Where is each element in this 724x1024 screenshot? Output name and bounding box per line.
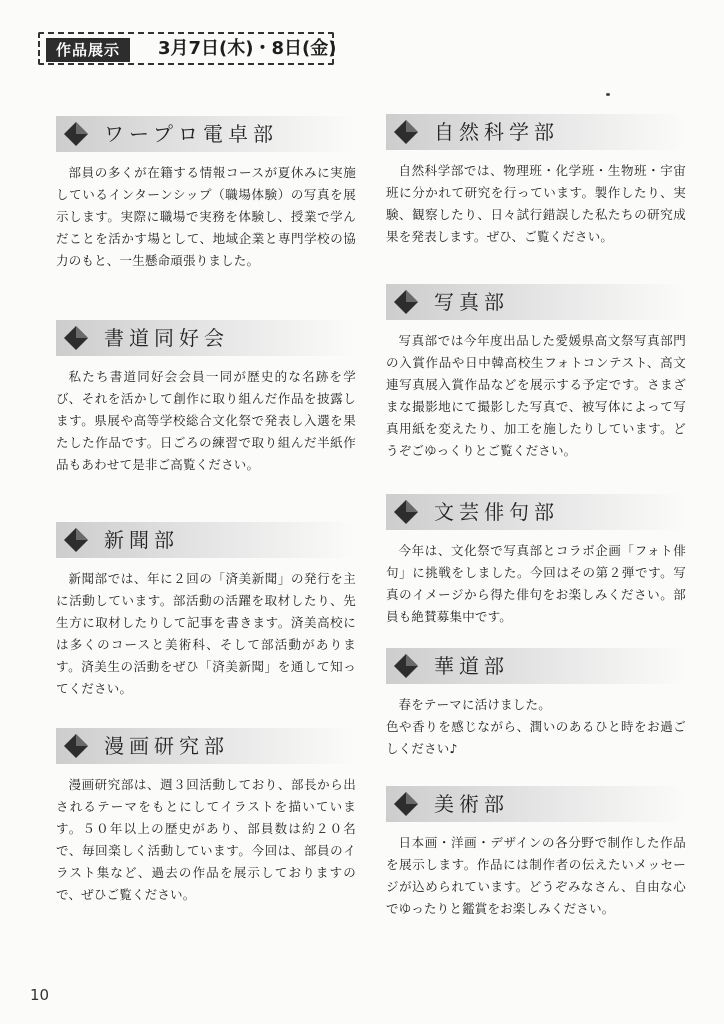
section-manga <box>56 728 356 906</box>
section-title-bar <box>56 116 356 152</box>
section-title-bar <box>386 284 686 320</box>
section-kado <box>386 648 686 760</box>
section-title: 書道同好会 <box>104 326 229 350</box>
diamond-icon <box>394 290 418 314</box>
section-title: 美術部 <box>434 792 509 816</box>
diamond-icon <box>64 734 88 758</box>
section-body: 漫画研究部は、週３回活動しており、部長から出されるテーマをもとにしてイラストを描いています。５０年以上の歴史があり、部員数は約２０名で、毎回楽しく活動しています。今回は、部員のイラスト集など、過去の作品を展示しておりますので、ぜひご覧ください。 <box>56 777 356 902</box>
header-date: 3月7日(木)・8日(金) <box>158 38 337 59</box>
diamond-icon <box>394 654 418 678</box>
section-title-bar <box>386 114 686 150</box>
section-shodo <box>56 320 356 476</box>
print-speck <box>606 93 610 96</box>
section-shashin <box>386 284 686 462</box>
diamond-icon <box>64 122 88 146</box>
diamond-icon <box>64 326 88 350</box>
header-label: 作品展示 <box>46 38 130 62</box>
section-body: 春をテーマに活けました。 色や香りを感じながら、潤いのあるひと時をお過ごしください♪ <box>386 697 686 756</box>
section-title: 華道部 <box>434 654 509 678</box>
section-title-bar <box>386 786 686 822</box>
diamond-icon <box>64 528 88 552</box>
section-body: 新聞部では、年に２回の「済美新聞」の発行を主に活動しています。部活動の活躍を取材したり、先生方に取材したりして記事を書きます。済美高校には多くのコースと美術科、そして部活動があります。済美生の活動をぜひ「済美新聞」を通して知ってください。 <box>56 571 356 696</box>
section-title: ワープロ電卓部 <box>104 122 278 146</box>
section-bijutsu <box>386 786 686 920</box>
section-title-bar <box>56 522 356 558</box>
section-title-bar <box>56 728 356 764</box>
section-title-bar <box>386 648 686 684</box>
section-title: 文芸俳句部 <box>434 500 559 524</box>
diamond-icon <box>394 500 418 524</box>
diamond-icon <box>394 792 418 816</box>
section-body: 自然科学部では、物理班・化学班・生物班・宇宙班に分かれて研究を行っています。製作したり、実験、観察したり、日々試行錯誤した私たちの研究成果を発表します。ぜひ、ご覧ください。 <box>386 163 686 244</box>
section-bungei <box>386 494 686 628</box>
section-wapuro <box>56 116 356 272</box>
section-title: 写真部 <box>434 290 509 314</box>
section-title: 新聞部 <box>104 528 179 552</box>
section-shizen <box>386 114 686 248</box>
section-body: 日本画・洋画・デザインの各分野で制作した作品を展示します。作品には制作者の伝えたいメッセージが込められています。どうぞみなさん、自由な心でゆったりと鑑賞をお楽しみください。 <box>386 835 686 916</box>
section-title: 漫画研究部 <box>104 734 229 758</box>
section-title-bar <box>386 494 686 530</box>
section-body: 私たち書道同好会会員一同が歴史的な名跡を学び、それを活かして創作に取り組んだ作品を披露します。県展や高等学校総合文化祭で発表し入選を果たした作品です。日ごろの練習で取り組んだ半紙作品もあわせて是非ご高覧ください。 <box>56 369 356 472</box>
section-shinbun <box>56 522 356 700</box>
section-body: 今年は、文化祭で写真部とコラボ企画「フォト俳句」に挑戦をしました。今回はその第２弾です。写真のイメージから得た俳句をお楽しみください。部員も絶賛募集中です。 <box>386 543 686 624</box>
diamond-icon <box>394 120 418 144</box>
page-number: 10 <box>30 986 50 1004</box>
section-title-bar <box>56 320 356 356</box>
section-body: 部員の多くが在籍する情報コースが夏休みに実施しているインターンシップ（職場体験）の写真を展示します。実際に職場で実務を体験し、授業で学んだことを活かす場として、地域企業と専門学校の協力のもと、一生懸命頑張りました。 <box>56 165 356 268</box>
section-body: 写真部では今年度出品した愛媛県高文祭写真部門の入賞作品や日中韓高校生フォトコンテスト、高文連写真展入賞作品などを展示する予定です。さまざまな撮影地にて撮影した写真で、被写体によって写真用紙を変えたり、加工を施したりしています。どうぞごゆっくりとご覧ください。 <box>386 333 686 458</box>
section-title: 自然科学部 <box>434 120 559 144</box>
